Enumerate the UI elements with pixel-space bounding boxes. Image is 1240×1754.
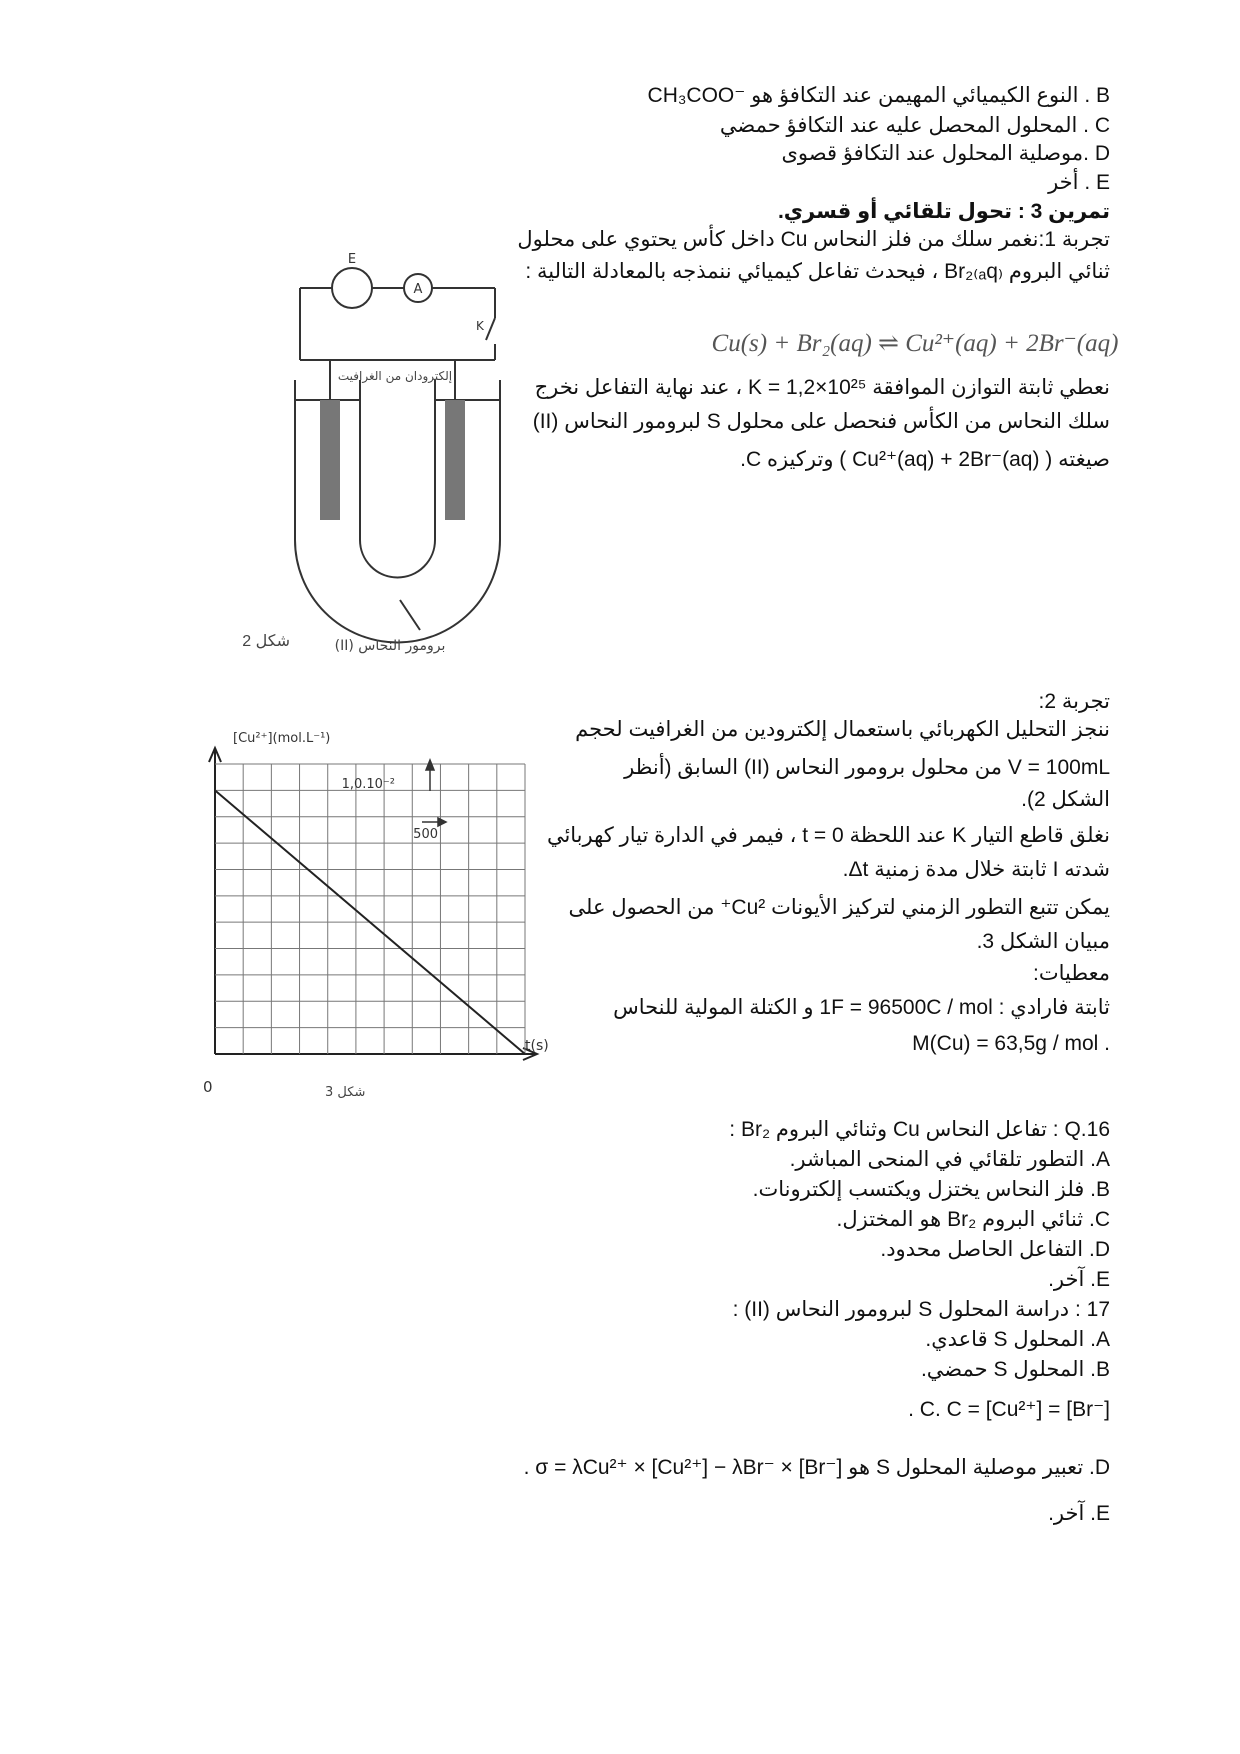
data-line-2: . M(Cu) = 63,5g / mol: [912, 1032, 1110, 1055]
q17-option-d: D. تعبير موصلية المحلول S هو σ = λCu²⁺ × [Cu²⁺] − λBr⁻ × [Br⁻] .: [523, 1456, 1110, 1479]
ammeter-label: A: [413, 282, 423, 297]
q16-option-a: A. التطور تلقائي في المنحى المباشر.: [789, 1148, 1110, 1171]
exp2-line-2: ننجز التحليل الكهربائي باستعمال إلكترودين من الغرافيت لحجم: [575, 718, 1110, 741]
equilibrium-line-3: صيغته ( Cu²⁺(aq) + 2Br⁻(aq) ) وتركيزه C.: [740, 448, 1110, 471]
exp1-line-1: تجربة 1:نغمر سلك من فلز النحاس Cu داخل كأس يحتوي على محلول: [517, 228, 1110, 251]
figure-3-caption: شكل 3: [325, 1085, 366, 1100]
chart-grid: [215, 764, 525, 1054]
data-heading: معطيات:: [1033, 962, 1110, 985]
q17-stem: 17 : دراسة المحلول S لبرومور النحاس (II) :: [732, 1298, 1110, 1321]
prev-option-c: C . المحلول المحصل عليه عند التكافؤ حمضي: [719, 114, 1110, 137]
exp2-line-3: V = 100mL من محلول برومور النحاس (II) السابق (أنظر: [624, 756, 1110, 779]
exp2-line-5: نغلق قاطع التيار K عند اللحظة t = 0 ، فيمر في الدارة تيار كهربائي: [546, 824, 1110, 847]
data-line-1: ثابتة فارادي : 1F = 96500C / mol و الكتلة المولية للنحاس: [613, 996, 1110, 1019]
right-electrode: [445, 400, 465, 520]
q17-option-b: B. المحلول S حمضي.: [920, 1358, 1110, 1381]
q17-option-a: A. المحلول S قاعدي.: [925, 1328, 1110, 1351]
figure-2: [290, 240, 530, 660]
generator-label: E: [347, 252, 357, 267]
figure-2-caption: شكل 2: [242, 633, 290, 650]
electrodes-label: إلكترودان من الغرافيت: [337, 369, 453, 383]
q16-option-d: D. التفاعل الحاصل محدود.: [880, 1238, 1110, 1261]
generator-symbol: [332, 268, 372, 308]
prev-option-b: B . النوع الكيميائي المهيمن عند التكافؤ هو ⁻CH₃COO: [647, 84, 1110, 107]
exp2-line-4: الشكل 2).: [1021, 788, 1110, 811]
x-axis-label: t(s): [525, 1038, 549, 1054]
solution-label: برومور النحاس (II): [334, 638, 446, 654]
figure-3: [195, 720, 555, 1106]
q16-stem: Q.16 : تفاعل النحاس Cu وثنائي البروم Br₂ :: [729, 1118, 1110, 1141]
switch-label: K: [476, 319, 484, 333]
exercise-title: تمرين 3 : تحول تلقائي أو قسري.: [777, 200, 1110, 223]
q16-option-b: B. فلز النحاس يختزل ويكتسب إلكترونات.: [752, 1178, 1110, 1201]
exp2-line-6: شدته I ثابتة خلال مدة زمنية Δt.: [842, 858, 1110, 881]
left-electrode: [320, 400, 340, 520]
x-scale-label: 500: [413, 827, 438, 842]
exp2-line-8: مبيان الشكل 3.: [976, 930, 1110, 953]
prev-option-e: E . أخر: [1048, 171, 1110, 194]
y-scale-label: 1,0.10⁻²: [341, 777, 395, 792]
exp1-line-2: ثنائي البروم Br₂₍ₐq₎ ، فيحدث تفاعل كيميائي ننمذجه بالمعادلة التالية :: [525, 260, 1110, 283]
q17-option-e: E. آخر.: [1048, 1502, 1110, 1525]
q17-option-c: C. C = [Cu²⁺] = [Br⁻] .: [908, 1398, 1110, 1421]
equilibrium-line-2: سلك النحاس من الكأس فنحصل على محلول S لبرومور النحاس (II): [532, 410, 1110, 433]
exp2-line-7: يمكن تتبع التطور الزمني لتركيز الأيونات Cu²⁺ من الحصول على: [568, 896, 1110, 919]
equilibrium-line-1: نعطي ثابتة التوازن الموافقة K = 1,2×10²⁵ ، عند نهاية التفاعل نخرج: [534, 376, 1110, 399]
origin-label: 0: [203, 1078, 213, 1096]
y-axis-label: [Cu²⁺](mol.L⁻¹): [233, 731, 331, 746]
q16-option-c: C. ثنائي البروم Br₂ هو المختزل.: [836, 1208, 1110, 1231]
q16-option-e: E. آخر.: [1048, 1268, 1110, 1291]
exp2-line-1: تجربة 2:: [1038, 690, 1110, 713]
prev-option-d: D .موصلية المحلول عند التكافؤ قصوى: [781, 142, 1110, 165]
reaction-equation: Cu(s) + Br₂(aq) ⇌ Cu²⁺(aq) + 2Br⁻(aq): [711, 330, 1119, 357]
